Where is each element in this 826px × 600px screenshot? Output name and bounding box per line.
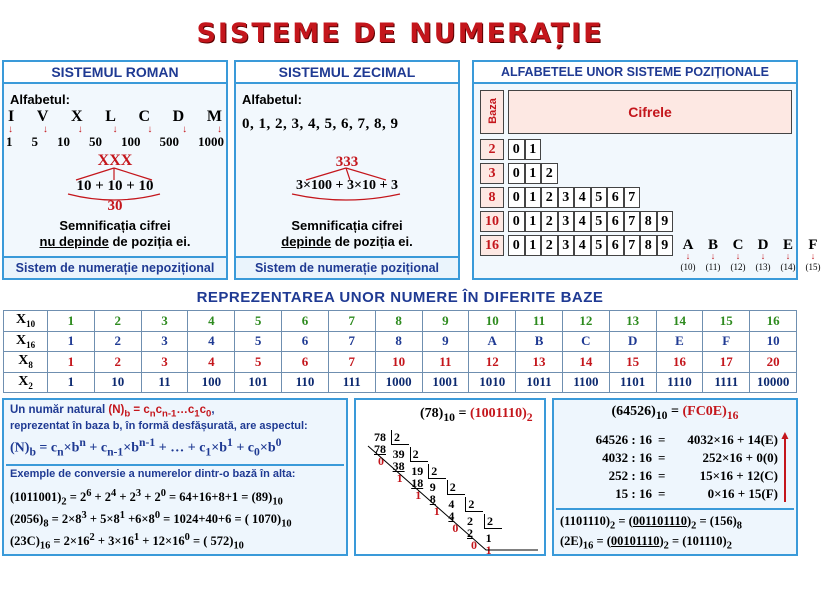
digit-cell: 0: [508, 211, 525, 232]
representation-table: [3, 310, 797, 393]
baza-label: Baza: [487, 98, 499, 124]
table-cell: 4: [188, 311, 235, 332]
table-cell: 10: [469, 311, 516, 332]
digit-cell: 8: [640, 235, 657, 256]
division-remainder: 0: [471, 538, 477, 552]
table-cell: 111: [328, 372, 375, 393]
table-cell: 3: [141, 331, 188, 352]
table-cell: 6: [282, 331, 329, 352]
table-cell: E: [656, 331, 703, 352]
hex-arrow: ↓: [710, 251, 716, 261]
natural-line2: reprezentat în baza b, în formă desfășurată, are aspectul:: [10, 420, 308, 432]
table-cell: 13: [609, 311, 656, 332]
division-product: 78: [374, 442, 386, 456]
hex-letter: A: [682, 237, 694, 253]
table-cell: 11: [422, 352, 469, 373]
representation-title: REPREZENTAREA UNOR NUMERE ÎN DIFERITE BAZE: [196, 289, 604, 306]
digit-cell: 1: [525, 139, 542, 160]
table-cell: 5: [235, 331, 282, 352]
table-cell: 6: [282, 352, 329, 373]
division-dividend: 4: [448, 497, 455, 512]
division-dividend: 78: [374, 430, 386, 444]
hex-letter: D: [757, 237, 769, 253]
decimal-example-number: 333: [335, 154, 359, 170]
division-divisor: 2: [468, 497, 475, 512]
table-cell: 10000: [750, 372, 797, 393]
digit-cell: 4: [574, 187, 591, 208]
table-cell: D: [609, 331, 656, 352]
table-row: [4, 311, 797, 332]
decimal-alphabet-label: Alfabetul:: [242, 92, 302, 107]
hex-value: (11): [705, 262, 721, 272]
base-cell: 16: [480, 235, 504, 256]
roman-symbol: X: [71, 108, 83, 125]
division-remainder: 1: [415, 487, 422, 502]
table-cell: 1111: [703, 372, 750, 393]
table-cell: 1101: [609, 372, 656, 393]
hexconv-eq: =: [658, 486, 666, 501]
table-row: [4, 331, 797, 352]
table-cell: 15: [609, 352, 656, 373]
hex-arrow: ↓: [735, 251, 741, 261]
hexconv-left: 15 : 16: [615, 486, 652, 501]
hexconv-eq: =: [658, 432, 666, 447]
table-cell: 1000: [375, 372, 422, 393]
hex-arrow: ↓: [685, 251, 691, 261]
row-header: $X_{16}$: [4, 331, 48, 352]
table-cell: 20: [750, 352, 797, 373]
table-cell: F: [703, 331, 750, 352]
digit-cell: 7: [624, 187, 641, 208]
hexconv-eq: =: [658, 450, 666, 465]
division-panel: [354, 398, 546, 556]
digit-cell: 2: [541, 187, 558, 208]
table-cell: 10: [375, 352, 422, 373]
natural-panel: [2, 398, 348, 556]
decimal-example-sum: 3×100 + 3×10 + 3: [296, 178, 398, 193]
digit-cell: 6: [607, 211, 624, 232]
hexconv-eq2: $(2E)_{16} = (00101110)_2 = (101110)_2$: [560, 534, 732, 552]
alphabets-panel: [472, 60, 821, 280]
roman-footer: Sistem de numerație nepozițional: [4, 256, 226, 278]
hex-arrow: ↓: [810, 251, 816, 261]
digit-cell: 2: [541, 235, 558, 256]
roman-symbol: M: [206, 108, 222, 125]
hexconv-eq: =: [658, 468, 666, 483]
roman-value: 1000: [198, 134, 224, 149]
digit-cell: 1: [525, 235, 542, 256]
division-remainder: 1: [433, 504, 440, 519]
base-cell: 3: [480, 163, 504, 184]
division-divisor: 2: [394, 430, 400, 444]
table-cell: 5: [235, 311, 282, 332]
division-divisor: 2: [431, 463, 438, 478]
hexconv-right: 15×16 + 12(C): [699, 468, 778, 483]
digit-cell: 5: [591, 235, 608, 256]
alphabets-header: ALFABETELE UNOR SISTEME POZIȚIONALE: [474, 62, 796, 84]
division-remainder: 1: [485, 542, 492, 557]
division-dividend: 1: [485, 530, 492, 545]
example-2: $(2056)_8 = 2\times 8^3 + 5\times 8^1 +6\times 8^0 = 1024+40+6$ = ( $1070)_{10}$: [10, 510, 292, 530]
division-dividend: 39: [392, 446, 405, 461]
table-cell: 5: [235, 352, 282, 373]
table-cell: 16: [750, 311, 797, 332]
decimal-digits: 0, 1, 2, 3, 4, 5, 6, 7, 8, 9: [242, 116, 399, 132]
table-cell: 1110: [656, 372, 703, 393]
roman-value: 1: [6, 134, 13, 149]
hexconv-eq1: $(1101110)_2 = (001101110)_2 = (156)_8$: [560, 514, 742, 532]
digit-cell: 1: [525, 211, 542, 232]
digit-cell: 5: [591, 211, 608, 232]
table-cell: 4: [188, 352, 235, 373]
baza-header-cell: [480, 90, 504, 134]
table-row: [4, 352, 797, 373]
digit-cell: 0: [508, 187, 525, 208]
base-cell: 10: [480, 211, 504, 232]
decimal-note-rest: de poziția ei.: [331, 234, 413, 249]
division-product: 4: [448, 509, 455, 524]
table-cell: 1: [48, 331, 95, 352]
digit-cell: 0: [508, 163, 525, 184]
hexconv-right: 252×16 + 0(0): [702, 450, 778, 465]
digit-cell: 3: [558, 211, 575, 232]
table-cell: 14: [656, 311, 703, 332]
roman-panel: [2, 60, 228, 280]
hex-value: (13): [755, 262, 771, 272]
decimal-header: SISTEMUL ZECIMAL: [236, 62, 458, 84]
decimal-note-line1: Semnificația cifrei: [291, 218, 403, 233]
table-cell: 1010: [469, 372, 516, 393]
digit-cell: 0: [508, 139, 525, 160]
table-cell: B: [516, 331, 563, 352]
table-cell: 1011: [516, 372, 563, 393]
hexconv-left: 252 : 16: [608, 468, 652, 483]
table-cell: 12: [562, 311, 609, 332]
roman-values: [6, 134, 224, 150]
page-title: SISTEME DE NUMERAȚIE: [196, 18, 604, 49]
hex-arrow: ↓: [760, 251, 766, 261]
division-remainder: 0: [452, 521, 459, 536]
table-cell: 13: [516, 352, 563, 373]
table-cell: 2: [94, 352, 141, 373]
roman-arrows: ↓ ↓ ↓ ↓ ↓ ↓ ↓: [8, 124, 222, 135]
roman-symbol: C: [138, 108, 151, 125]
table-cell: 1: [48, 352, 95, 373]
digit-cell: 5: [591, 187, 608, 208]
cifrele-label: Cifrele: [508, 90, 792, 134]
table-cell: 3: [141, 352, 188, 373]
hex-value: (10): [680, 262, 696, 272]
example-3: $(23C)_{16} = 2\times 16^2 + 3\times 16^1 + 12\times 16^0$ = ( $572)_{10}$: [10, 532, 244, 552]
hexconv-right: 4032×16 + 14(E): [687, 432, 778, 447]
division-dividend: 19: [411, 463, 424, 478]
table-cell: 6: [282, 311, 329, 332]
division-remainder: 0: [378, 454, 384, 468]
digit-cell: 7: [624, 211, 641, 232]
hexconv-result: $(64526)_{10} = (FC0E)_{16}$: [611, 404, 739, 422]
table-cell: 7: [328, 352, 375, 373]
division-product: 2: [467, 526, 473, 540]
roman-symbol: D: [172, 108, 185, 125]
digit-cell: 3: [558, 187, 575, 208]
digit-cell: 9: [657, 235, 674, 256]
decimal-panel: [234, 60, 460, 280]
division-divisor: 2: [449, 480, 456, 495]
row-header: $X_{10}$: [4, 311, 48, 332]
table-cell: A: [469, 331, 516, 352]
digit-cell: 8: [640, 211, 657, 232]
table-cell: 11: [516, 311, 563, 332]
hex-value: (15): [805, 262, 821, 272]
table-cell: 16: [656, 352, 703, 373]
table-cell: 15: [703, 311, 750, 332]
digit-cell: 1: [525, 187, 542, 208]
division-divisor: 2: [412, 446, 419, 461]
division-dividend: 2: [467, 514, 473, 528]
table-cell: 4: [188, 331, 235, 352]
roman-example-number: XXX: [97, 152, 133, 169]
digit-cell: 2: [541, 211, 558, 232]
roman-example-result: 30: [107, 198, 123, 214]
digit-cell: 4: [574, 211, 591, 232]
hexconv-left: 64526 : 16: [595, 432, 652, 447]
base-cell: 2: [480, 139, 504, 160]
example-1: $(1011001)_2 = 2^6 + 2^4 + 2^3 + 2^0 = 64+16+8+1 = (89)_{10}$: [10, 488, 283, 508]
table-cell: 100: [188, 372, 235, 393]
base-cell: 8: [480, 187, 504, 208]
table-cell: 1001: [422, 372, 469, 393]
table-cell: 8: [375, 311, 422, 332]
digit-cell: 3: [558, 235, 575, 256]
digit-cell: 1: [525, 163, 542, 184]
roman-note-rest: de poziția ei.: [108, 234, 191, 249]
division-product: 38: [392, 458, 405, 473]
table-cell: 1100: [562, 372, 609, 393]
table-cell: 2: [94, 311, 141, 332]
digit-cell: 7: [624, 235, 641, 256]
division-remainder: 1: [396, 470, 403, 485]
table-cell: 7: [328, 331, 375, 352]
roman-value: 100: [121, 134, 141, 149]
table-cell: 8: [375, 331, 422, 352]
roman-example-sum: 10 + 10 + 10: [76, 178, 154, 194]
hexconv-right: 0×16 + 15(F): [707, 486, 778, 501]
roman-symbol: L: [105, 108, 116, 125]
table-cell: 2: [94, 331, 141, 352]
division-divisor: 2: [487, 514, 493, 528]
roman-note-line1: Semnificația cifrei: [59, 218, 171, 233]
digit-cell: 9: [657, 211, 674, 232]
table-row: [4, 372, 797, 393]
table-cell: 101: [235, 372, 282, 393]
hex-letter: C: [732, 237, 744, 253]
table-cell: 10: [94, 372, 141, 393]
hex-value: (12): [730, 262, 746, 272]
row-header: $X_8$: [4, 352, 48, 373]
roman-value: 5: [31, 134, 38, 149]
digit-cell: 4: [574, 235, 591, 256]
table-cell: 1: [48, 372, 95, 393]
digit-cell: 0: [508, 235, 525, 256]
table-cell: 1: [48, 311, 95, 332]
hex-arrow: ↓: [785, 251, 791, 261]
hex-letter: E: [782, 237, 793, 253]
table-cell: 7: [328, 311, 375, 332]
table-cell: 14: [562, 352, 609, 373]
hex-letter: B: [707, 237, 718, 253]
division-product: 18: [411, 475, 424, 490]
decimal-footer: Sistem de numerație pozițional: [236, 256, 458, 278]
roman-note-negation: nu depinde: [39, 234, 109, 249]
roman-value: 50: [89, 134, 102, 149]
natural-line1: Un număr natural $(N)_b$ = $c_nc_{n-1}\dots c_1c_0$,: [10, 404, 215, 420]
table-cell: 17: [703, 352, 750, 373]
division-result: $(78)_{10} = (1001110)_2$: [420, 406, 533, 424]
table-cell: 9: [422, 331, 469, 352]
hex-value: (14): [780, 262, 796, 272]
roman-value: 500: [159, 134, 179, 149]
roman-alphabet-label: Alfabetul:: [10, 92, 70, 107]
division-product: 8: [429, 492, 436, 507]
table-cell: 3: [141, 311, 188, 332]
digit-cell: 6: [607, 235, 624, 256]
table-cell: 10: [750, 331, 797, 352]
table-cell: 12: [469, 352, 516, 373]
division-diagonal: [366, 410, 546, 554]
roman-symbol: V: [36, 108, 49, 125]
roman-value: 10: [57, 134, 70, 149]
table-cell: 110: [282, 372, 329, 393]
hex-letter: F: [808, 237, 818, 253]
row-header: $X_2$: [4, 372, 48, 393]
decimal-underbrace: [288, 192, 404, 204]
table-cell: 9: [422, 311, 469, 332]
table-cell: C: [562, 331, 609, 352]
digit-cell: 6: [607, 187, 624, 208]
digit-cell: 2: [541, 163, 558, 184]
table-cell: 11: [141, 372, 188, 393]
roman-header: SISTEMUL ROMAN: [4, 62, 226, 84]
roman-symbol: I: [8, 108, 15, 125]
natural-formula: $(N)_b = c_n\times b^n + c_{n-1}\times b^{n-1}$ + … + $c_1\times b^1 + c_0\times b^0$: [10, 436, 282, 459]
decimal-note-depends: depinde: [281, 234, 332, 249]
hexconv-left: 4032 : 16: [602, 450, 652, 465]
hexconv-panel: $(64526)_{10} = (FC0E)_{16}$ 64526 : 16 = 4032×16 + 14(E) 4032 : 16 = 252×16 + 0(0) 252 : 16 = 15×16 + 12(C) 15 : 16 = 0×16 + 15(F) ▲ $(1101110)_2 = (001101110)_2 = (156)_8$ $(2E)_{16} = (00101110)_2 = (101110)_2$: [552, 398, 798, 556]
roman-note-line2: [4, 234, 226, 249]
decimal-note-line2: [236, 234, 458, 249]
examples-label: Exemple de conversie a numerelor dintr-o bază în alta:: [10, 468, 296, 480]
division-dividend: 9: [429, 480, 436, 495]
